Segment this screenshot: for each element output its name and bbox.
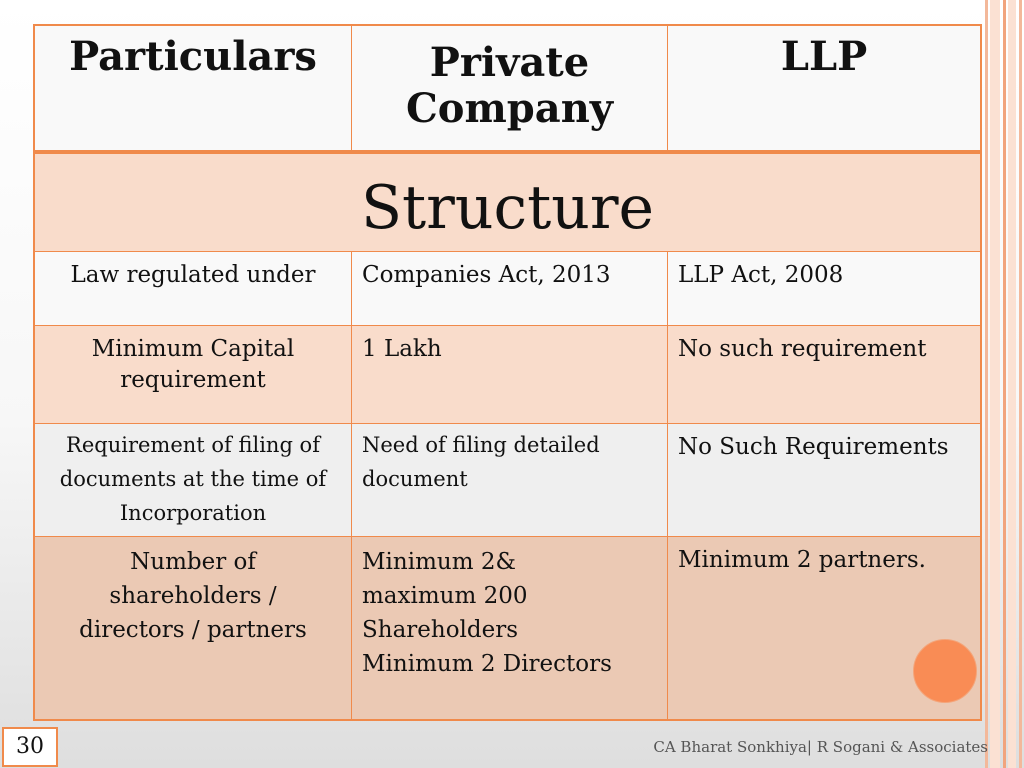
cell-llp: No such requirement [667, 326, 980, 423]
table-row [35, 536, 980, 721]
cell-llp: LLP Act, 2008 [667, 252, 980, 325]
cell-private-company: Minimum 2& maximum 200 Shareholders Minimum 2 Directors [351, 537, 667, 721]
cell-particular: Requirement of filing of documents at the time of Incorporation [59, 433, 327, 525]
table-row [35, 251, 980, 325]
section-row [35, 153, 980, 251]
table-header-row [35, 26, 980, 153]
section-title: Structure [360, 173, 655, 243]
cell-private-company: Companies Act, 2013 [351, 252, 667, 325]
comparison-table [33, 24, 982, 721]
footer-credit: CA Bharat Sonkhiya| R Sogani & Associates [653, 738, 988, 756]
cell-private-company: 1 Lakh [351, 326, 667, 423]
table-row [35, 325, 980, 423]
header-llp: LLP [667, 26, 980, 150]
table-row [35, 423, 980, 536]
cell-particular: Minimum Capital requirement [91, 336, 295, 393]
cell-particular: Number of shareholders / directors / partners [79, 549, 307, 643]
decorative-side-stripes [984, 0, 1024, 768]
cell-private-company: Need of filing detailed document [351, 424, 667, 536]
cell-llp: No Such Requirements [667, 424, 980, 536]
cell-llp: Minimum 2 partners. [667, 537, 980, 721]
slide-number: 30 [2, 727, 58, 767]
header-private-company: Private Company [351, 26, 667, 150]
cell-particular: Law regulated under [70, 262, 316, 288]
header-particulars: Particulars [69, 33, 317, 80]
decorative-circle [913, 639, 977, 703]
